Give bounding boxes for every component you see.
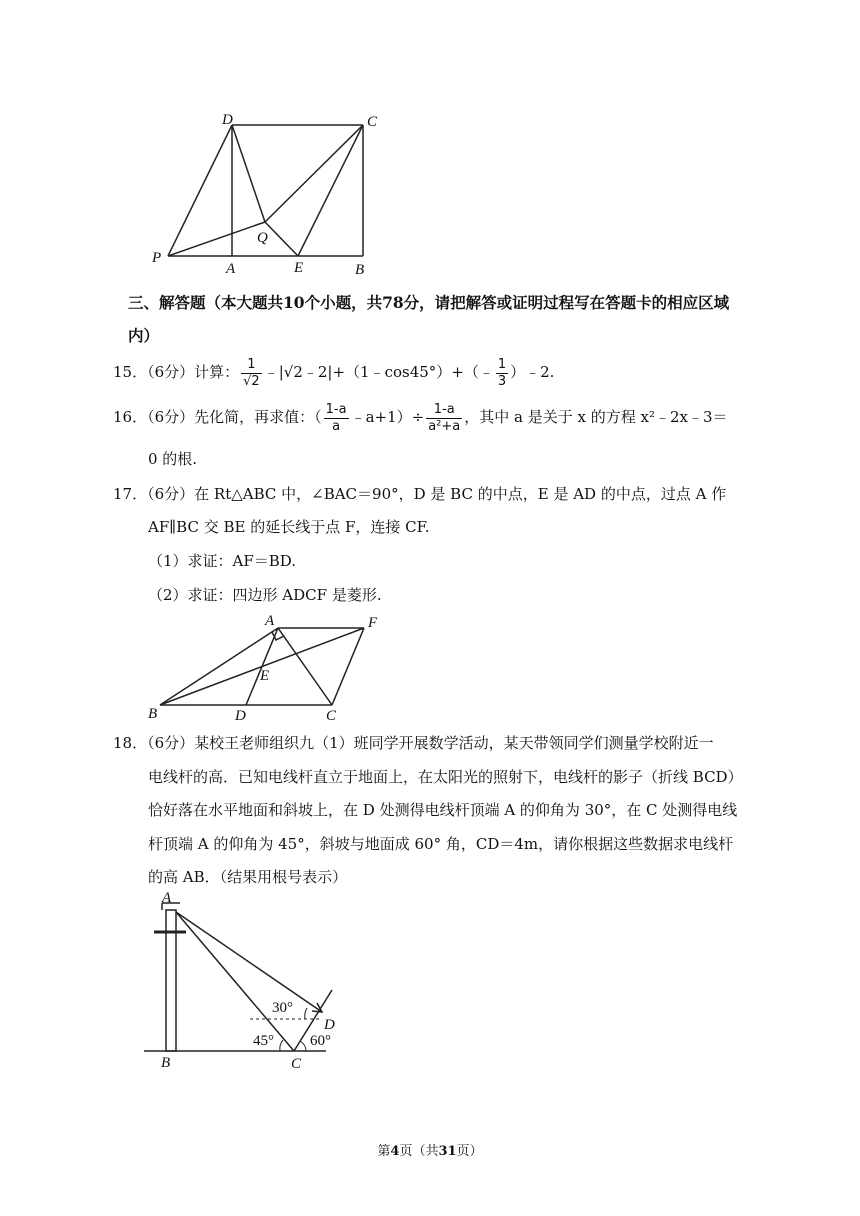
q15-fraction-2: $\frac{1}{3}$ [497, 356, 507, 389]
q16-number: 16． [113, 408, 148, 426]
q16-line-2: 0 的根. [148, 450, 198, 468]
label-B: B [148, 706, 158, 722]
label-C: C [291, 1056, 302, 1072]
angle-60: 60° [310, 1033, 331, 1049]
q16-text-2: ﹣a+1）÷ [350, 408, 425, 426]
question-16 [113, 397, 728, 437]
q16-text-3: ，其中 a 是关于 x 的方程 x²﹣2x﹣3＝ [464, 408, 728, 426]
label-B: B [161, 1055, 171, 1071]
label-E: E [294, 260, 304, 276]
angle-30: 30° [272, 1000, 293, 1016]
label-D: D [235, 708, 246, 724]
total-pages: 31 [438, 1144, 457, 1159]
q16-fraction-2: $\frac{1-a}{\text{a²+a}}$ [428, 401, 461, 434]
label-D: D [222, 112, 233, 128]
q17-sub-2: （2）求证：四边形 ADCF 是菱形. [148, 586, 382, 604]
label-P: P [152, 250, 162, 266]
current-page: 4 [390, 1144, 400, 1159]
q17-line-1: 17．（6分）在 Rt△ABC 中，∠BAC＝90°，D 是 BC 的中点，E 是 AD 的中点，过点 A 作 [113, 485, 727, 503]
label-B: B [355, 262, 365, 278]
label-C: C [367, 114, 378, 130]
q16-text-1: （6分）先化简，再求值：（ [147, 408, 322, 426]
label-D: D [324, 1017, 335, 1033]
q18-line-4: 杆顶端 A 的仰角为 45°，斜坡与地面成 60° 角，CD＝4m，请你根据这些数据求电线杆 [148, 835, 734, 853]
section3-heading-line1: 三、解答题（本大题共10个小题，共78分，请把解答或证明过程写在答题卡的相应区域 [128, 293, 730, 312]
page-footer: 第4页（共31页） [377, 1144, 483, 1159]
q15-fraction-1: $\frac{1}{√2}$ [243, 356, 260, 389]
label-A: A [265, 613, 275, 629]
q18-line-1: 18．（6分）某校王老师组织九（1）班同学开展数学活动，某天带领同学们测量学校附近一 [113, 734, 714, 752]
figure-q17 [140, 608, 390, 726]
q16-fraction-1: $\frac{1-a}{a}$ [325, 401, 347, 434]
q18-line-3: 恰好落在水平地面和斜坡上，在 D 处测得电线杆顶端 A 的仰角为 30°，在 C 处测得电线 [148, 801, 738, 819]
question-15 [113, 355, 554, 389]
q17-sub-1: （1）求证：AF＝BD. [148, 552, 297, 570]
q18-line-2: 电线杆的高．已知电线杆直立于地面上，在太阳光的照射下，电线杆的影子（折线 BCD） [148, 768, 743, 786]
label-C: C [326, 708, 337, 724]
q15-number: 15． [113, 363, 148, 381]
angle-45: 45° [253, 1033, 274, 1049]
q15-score: （6分）计算： [147, 363, 240, 381]
q18-line-5: 的高 AB．（结果用根号表示） [148, 868, 348, 886]
label-A: A [226, 261, 236, 277]
q15-expression: ﹣|√2﹣2|+（1﹣cos45°）+（﹣ [263, 363, 494, 381]
label-E: E [260, 668, 270, 684]
label-Q: Q [257, 230, 268, 246]
section3-heading-line2: 内） [128, 326, 160, 345]
label-A: A [162, 890, 172, 906]
q15-tail: ）﹣2. [510, 363, 555, 381]
label-F: F [368, 615, 378, 631]
q17-line-2: AF∥BC 交 BE 的延长线于点 F，连接 CF. [148, 518, 430, 536]
figure-q14 [145, 110, 405, 280]
figure-q18 [140, 890, 370, 1075]
